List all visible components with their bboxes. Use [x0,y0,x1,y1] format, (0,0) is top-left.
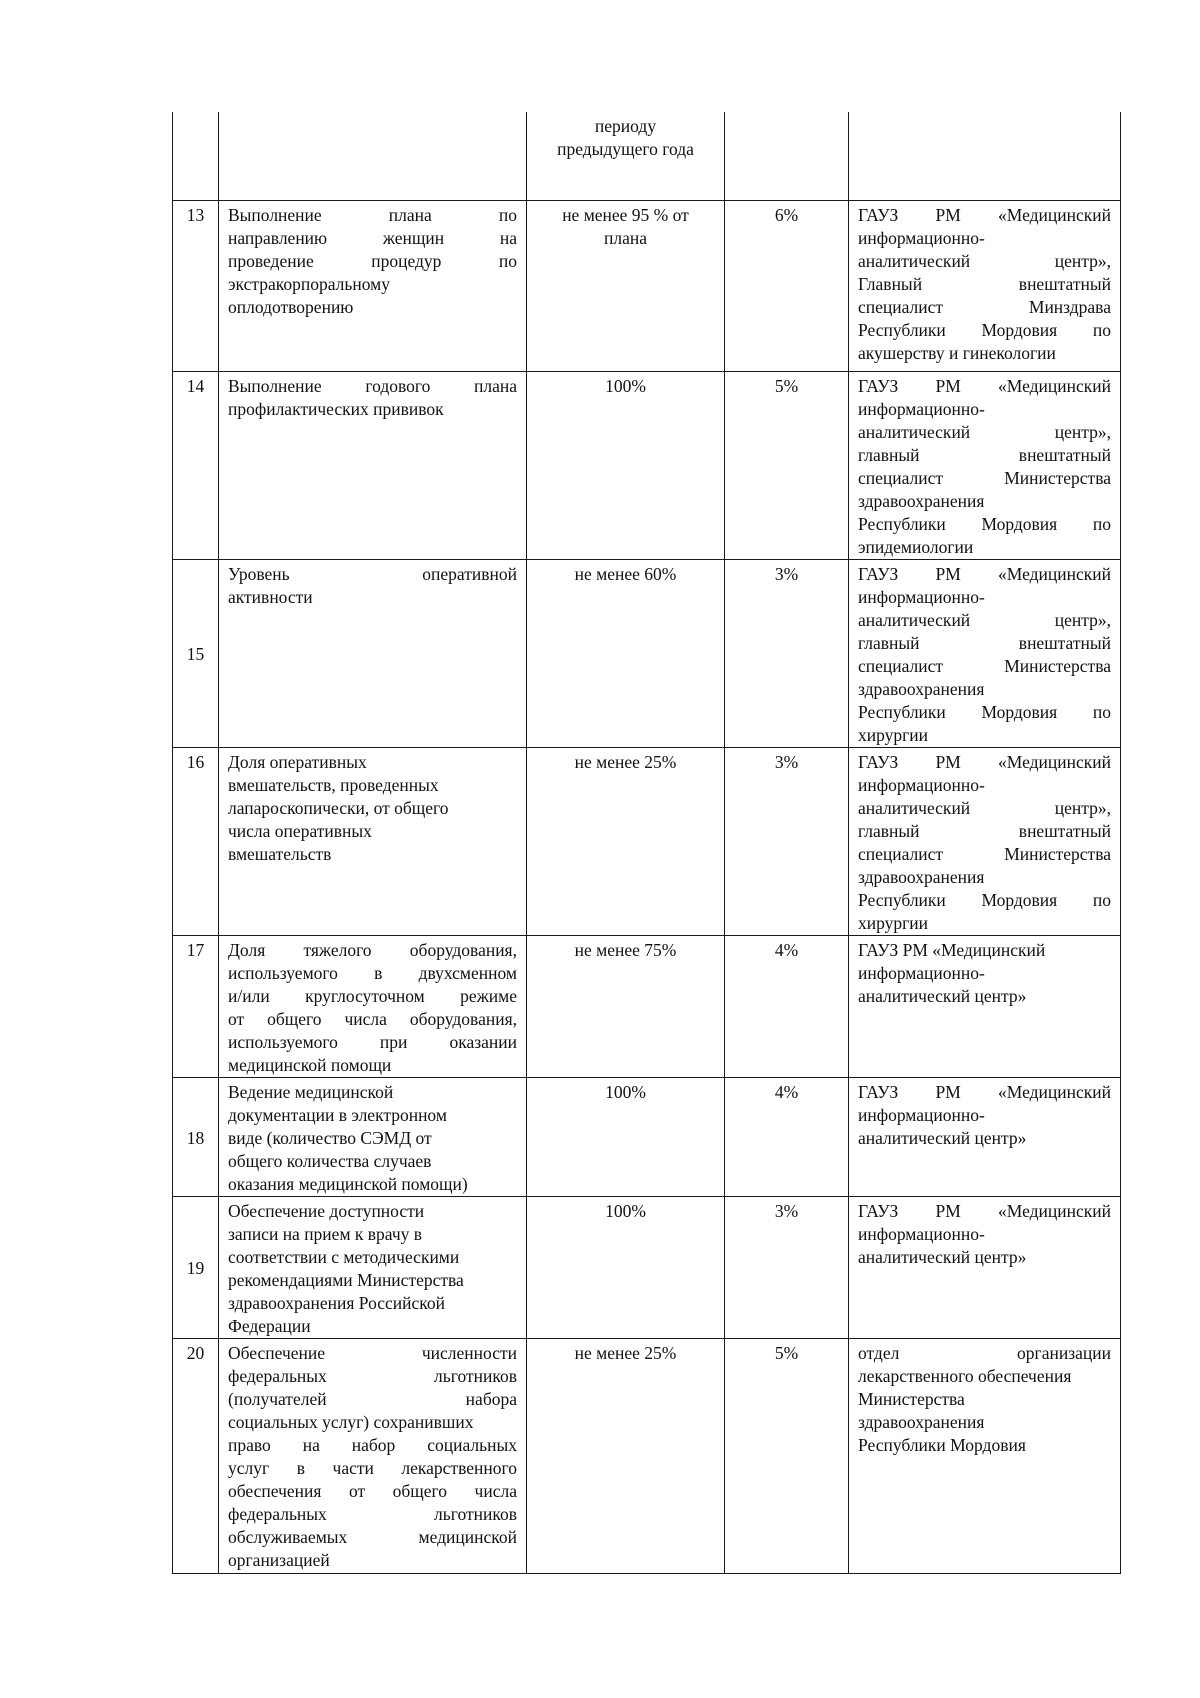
responsible-line: Республики Мордовия по [858,513,1111,534]
indicator-line: социальных услуг) сохранивших [228,1411,474,1432]
weight-text: 4% [774,939,799,960]
responsible-cell [849,371,1121,559]
responsible-line: Республики Мордовия по [858,889,1111,910]
responsible-cell [849,1196,1121,1338]
indicator-line: Выполнение годового плана [228,375,517,396]
indicator-line: право на набор социальных [228,1434,517,1455]
table-row [173,747,1121,935]
indicator-line: вмешательств [228,843,332,864]
indicator-line: Обеспечение доступности [228,1200,425,1221]
indicator-line: Федерации [228,1315,311,1336]
value-cell [527,1077,725,1196]
row-number [173,371,219,559]
indicator-line: услуг в части лекарственного [228,1457,517,1478]
row-number [173,200,219,371]
row-number-text: 16 [186,751,205,772]
table-row [173,935,1121,1077]
responsible-cell [849,200,1121,371]
value-line: не менее 60% [574,563,677,584]
value-cell [527,112,725,200]
weight-text: 4% [774,1081,799,1102]
indicator-line: соответствии с методическими [228,1246,460,1267]
responsible-line: аналитический центр» [858,1246,1027,1267]
num-cell [173,112,219,200]
indicator-line: используемого в двухсменном [228,962,517,983]
weight-cell [725,1077,849,1196]
value-line: не менее 25% [574,751,677,772]
indicator-line: лапароскопически, от общего [228,797,449,818]
weight-text: 3% [774,751,799,772]
indicators-table [172,112,1121,1574]
indicator-cell [219,200,527,371]
weight-text: 3% [774,563,799,584]
value-cell [527,200,725,371]
indicator-line: Обеспечение численности [228,1342,517,1363]
indicator-line: медицинской помощи [228,1054,392,1075]
row-number-text: 15 [186,644,205,664]
indicator-line: записи на прием к врачу в [228,1223,423,1244]
indicator-line: федеральных льготников [228,1365,517,1386]
responsible-line: ГАУЗ РМ «Медицинский [858,939,1046,960]
indicator-line: рекомендациями Министерства [228,1269,464,1290]
indicator-line: экстракорпоральному [228,273,390,294]
value-line: не менее 95 % от [562,204,689,225]
weight-text: 6% [774,204,799,225]
responsible-line: специалист Министерства [858,655,1111,676]
responsible-line: специалист Минздрава [858,296,1111,317]
responsible-line: информационно- [858,398,985,419]
row-number-text: 17 [186,939,205,960]
table-row [173,371,1121,559]
responsible-line: ГАУЗ РМ «Медицинский [858,751,1111,772]
indicator-cell [219,1338,527,1573]
responsible-line: информационно- [858,962,985,983]
indicator-line: и/или круглосуточном режиме [228,985,517,1006]
responsible-line: лекарственного обеспечения [858,1365,1072,1386]
value-cell [527,371,725,559]
responsible-line: специалист Министерства [858,843,1111,864]
indicator-line: Ведение медицинской [228,1081,394,1102]
indicator-line: от общего числа оборудования, [228,1008,517,1029]
indicator-line: федеральных льготников [228,1503,517,1524]
weight-cell [725,1338,849,1573]
table-row [173,1196,1121,1338]
row-number [173,935,219,1077]
value-line: 100% [605,375,646,396]
indicator-line: (получателей набора [228,1388,517,1409]
indicator-line: направлению женщин на [228,227,517,248]
responsible-line: Министерства [858,1388,965,1409]
row-number-text: 13 [186,204,205,225]
value-cell [527,1196,725,1338]
indicator-line: общего количества случаев [228,1150,432,1171]
responsible-line: специалист Министерства [858,467,1111,488]
indicator-line: активности [228,586,313,607]
value-line: 100% [605,1081,646,1102]
responsible-line: ГАУЗ РМ «Медицинский [858,563,1111,584]
indicator-line: обеспечения от общего числа [228,1480,517,1501]
responsible-line: ГАУЗ РМ «Медицинский [858,1081,1111,1102]
row-number-text: 19 [186,1258,205,1278]
responsible-line: информационно- [858,227,985,248]
responsible-line: аналитический центр», [858,797,1111,818]
continuation-row [173,112,1121,200]
responsible-line: хирургии [858,724,929,745]
responsible-cell [849,559,1121,747]
indicator-line: организацией [228,1549,330,1570]
indicator-line: оплодотворению [228,296,354,317]
weight-cell [725,1196,849,1338]
value-cell [527,935,725,1077]
row-number [173,1077,219,1196]
indicator-line: виде (количество СЭМД от [228,1127,432,1148]
indicator-line: Выполнение плана по [228,204,517,225]
value-line: предыдущего года [557,139,694,159]
value-line: не менее 25% [574,1342,677,1363]
indicator-cell [219,1077,527,1196]
responsible-line: аналитический центр», [858,421,1111,442]
table-row [173,200,1121,371]
responsible-line: аналитический центр», [858,250,1111,271]
weight-cell [725,112,849,200]
responsible-cell [849,1077,1121,1196]
responsible-line: главный внештатный [858,820,1111,841]
responsible-line: здравоохранения [858,1411,985,1432]
indicator-line: здравоохранения Российской [228,1292,446,1313]
indicator-line: оказания медицинской помощи) [228,1173,468,1194]
responsible-line: аналитический центр», [858,609,1111,630]
responsible-cell [849,1338,1121,1573]
row-number-text: 18 [186,1127,205,1148]
table-row [173,559,1121,747]
value-line: периоду [594,116,657,136]
table-body [173,112,1121,1573]
responsible-line: Главный внештатный [858,273,1111,294]
indicator-line: числа оперативных [228,820,372,841]
indicator-line: вмешательств, проведенных [228,774,439,795]
responsible-line: Республики Мордовия по [858,319,1111,340]
table-row [173,1338,1121,1573]
responsible-line: ГАУЗ РМ «Медицинский [858,1200,1111,1221]
value-cell [527,747,725,935]
responsible-line: Республики Мордовия по [858,701,1111,722]
responsible-line: здравоохранения [858,866,985,887]
weight-cell [725,371,849,559]
row-number [173,559,219,747]
value-cell [527,1338,725,1573]
responsible-line: хирургии [858,912,929,933]
responsible-line: ГАУЗ РМ «Медицинский [858,204,1111,225]
responsible-cell [849,112,1121,200]
weight-cell [725,747,849,935]
indicator-line: обслуживаемых медицинской [228,1526,517,1547]
indicator-cell [219,747,527,935]
indicator-line: Доля оперативных [228,751,367,772]
responsible-line: акушерству и гинекологии [858,342,1056,363]
responsible-line: здравоохранения [858,678,985,699]
responsible-line: аналитический центр» [858,985,1027,1006]
responsible-line: Республики Мордовия [858,1434,1026,1455]
indicator-line: проведение процедур по [228,250,517,271]
indicator-line: Доля тяжелого оборудования, [228,939,517,960]
responsible-line: эпидемиологии [858,536,974,557]
responsible-line: ГАУЗ РМ «Медицинский [858,375,1111,396]
indicator-cell [219,112,527,200]
weight-text: 3% [774,1200,799,1221]
indicator-line: документации в электронном [228,1104,447,1125]
weight-text: 5% [774,1342,799,1363]
value-line: плана [604,227,647,248]
responsible-line: информационно- [858,1223,985,1244]
responsible-cell [849,747,1121,935]
indicator-line: используемого при оказании [228,1031,517,1052]
responsible-line: отдел организации [858,1342,1111,1363]
responsible-line: аналитический центр» [858,1127,1027,1148]
responsible-line: информационно- [858,1104,985,1125]
row-number-text: 14 [186,375,205,396]
responsible-line: главный внештатный [858,632,1111,653]
weight-cell [725,559,849,747]
table-row [173,1077,1121,1196]
value-line: 100% [605,1200,646,1221]
responsible-line: информационно- [858,774,985,795]
value-line: не менее 75% [574,939,677,960]
indicator-cell [219,1196,527,1338]
responsible-line: здравоохранения [858,490,985,511]
responsible-line: информационно- [858,586,985,607]
responsible-cell [849,935,1121,1077]
indicator-cell [219,371,527,559]
weight-cell [725,200,849,371]
row-number [173,1338,219,1573]
row-number [173,1196,219,1338]
value-cell [527,559,725,747]
row-number-text: 20 [186,1342,205,1363]
indicator-cell [219,935,527,1077]
indicator-line: профилактических прививок [228,398,444,419]
indicator-line: Уровень оперативной [228,563,517,584]
indicator-cell [219,559,527,747]
row-number [173,747,219,935]
responsible-line: главный внештатный [858,444,1111,465]
weight-cell [725,935,849,1077]
weight-text: 5% [774,375,799,396]
